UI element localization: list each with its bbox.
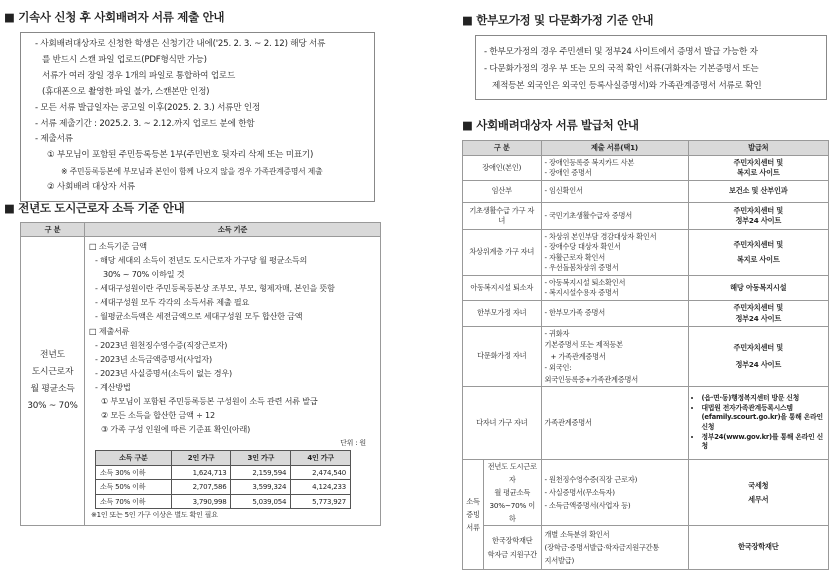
single-parent-box (475, 35, 827, 100)
issuer-line: 한국장학재단 (738, 542, 779, 552)
std-line: - 세대구성원이란 주민등록등본상 조부모, 부모, 형제자매, 본인을 뜻함 (95, 283, 335, 294)
issuer-line: 주민자치센터 및 (733, 205, 783, 215)
cell: 5,039,054 (231, 494, 291, 509)
doc-line: - 외국인: (544, 363, 572, 373)
table-row (463, 301, 829, 327)
submission-notice-box (20, 32, 375, 202)
issuer-line: 주민자치센터 및 (733, 239, 783, 249)
doc-line: - 우선돌봄차상위 증명서 (544, 263, 619, 272)
col-header-category: 구 분 (21, 223, 85, 237)
category-line: 학자금 지원구간 (487, 549, 537, 559)
std-line: 30% ~ 70% 이하일 것 (103, 269, 185, 280)
issuer-line: 주민자치센터 및 (733, 343, 783, 352)
table-row (463, 230, 829, 276)
issuer-line: 정부24 사이트 (735, 359, 782, 369)
cell: 소득 50% 이하 (96, 480, 172, 495)
doc-line: 개별 소득분위 확인서 (544, 530, 610, 539)
notice-line: - 서류 제출기간 : 2025.2. 3. ~ 2.12.까지 업로드 분에 한함 (35, 118, 255, 129)
docs-cell (541, 526, 688, 570)
issuer-cell (688, 230, 829, 276)
issuer-cell (688, 156, 829, 181)
income-standard-table (20, 222, 381, 526)
std-line: ② 모든 소득을 합산한 금액 ÷ 12 (101, 410, 215, 421)
category-line: 한국장학재단 (492, 535, 533, 545)
std-line: - 2023년 소득금액증명서(사업자) (95, 353, 212, 364)
docs-cell (541, 156, 688, 181)
label-line: 소득 (466, 497, 480, 506)
table-row (463, 203, 829, 230)
category-line: 도시근로자 (31, 367, 74, 378)
docs-cell (541, 230, 688, 276)
doc-line: - 아동복지시설 퇴소확인서 (544, 277, 626, 287)
table-row (463, 526, 829, 570)
category-line: 30%~70% 이하 (489, 501, 535, 523)
issuer-table (462, 140, 829, 570)
std-line: - 2023년 사실증명서(소득이 없는 경우) (95, 367, 232, 378)
docs-cell (541, 301, 688, 327)
cell: 3,599,324 (231, 480, 291, 495)
label-line: 서류 (466, 523, 480, 532)
std-line: - 해당 세대의 소득이 전년도 도시근로자 가구당 월 평균소득의 (95, 255, 308, 266)
doc-line: 기본증명서 또는 제적등본 (544, 340, 623, 350)
notice-line: - 사회배려대상자로 신청한 학생은 신청기간 내에('25. 2. 3. ~ 2. 12) 해당 서류 (35, 39, 326, 49)
category-cell (484, 526, 542, 570)
cell: 소득 30% 이하 (96, 465, 172, 480)
table-row (463, 276, 829, 301)
cell: 2,707,586 (171, 480, 231, 495)
notice-line: 제적등본 외국인은 외국인 등록사실증명서)와 가족관계증명서 서류로 확인 (492, 81, 762, 91)
issuer-line: • 대법원 전자가족관계등록시스템(efamily.scourt.go.kr)을 통해 온라인 신청 (702, 404, 826, 433)
std-line: □ 제출서류 (89, 325, 130, 336)
doc-line: - 국민기초생활수급자 증명서 (544, 210, 632, 220)
issuer-line: 정부24 사이트 (735, 313, 782, 323)
notice-line: ① 부모님이 포함된 주민등록등본 1부(주민번호 뒷자리 삭제 또는 미표기) (47, 150, 314, 161)
issuer-cell (688, 181, 829, 203)
doc-line: - 사실증명서(무소득자) (544, 488, 615, 497)
standard-cell (85, 237, 381, 526)
heading-issuer: ■ 사회배려대상자 서류 발급처 안내 (462, 118, 639, 132)
notice-line: - 제출서류 (35, 134, 73, 145)
issuer-line: 복지로 사이트 (736, 255, 780, 264)
heading-submission: ■ 기속사 신청 후 사회배려자 서류 제출 안내 (4, 10, 225, 24)
issuer-line: • 정부24(www.gov.kr)를 통해 온라인 신청 (702, 433, 826, 452)
cell: 2,474,540 (291, 465, 351, 480)
table-row (463, 387, 829, 460)
table-row (463, 156, 829, 181)
notice-line: 서류가 여러 장일 경우 1개의 파일로 통합하여 업로드 (42, 70, 236, 81)
category-cell (21, 237, 85, 526)
category-cell: 장애인(본인) (463, 156, 542, 181)
doc-line: 지서발급) (544, 556, 575, 565)
table-row (463, 181, 829, 203)
doc-line: - 자활근로자 확인서 (544, 252, 606, 262)
doc-line: 외국인등록증+가족관계증명서 (544, 374, 638, 384)
issuer-line: 해당 아동복지시설 (730, 282, 787, 292)
std-line: - 2023년 원천징수영수증(직장근로자) (95, 339, 228, 350)
issuer-cell (688, 276, 829, 301)
std-line: - 월평균소득액은 세전금액으로 세대구성원 모두 합산한 금액 (95, 311, 303, 322)
heading-single-parent: ■ 한부모가정 및 다문화가정 기준 안내 (462, 13, 654, 27)
inner-header: 2인 가구 (171, 451, 231, 466)
notice-line: ※ 주민등록등본에 부모님과 본인이 함께 나오지 않을 경우 가족관계증명서 제출 (61, 167, 323, 177)
category-line: 월 평균소득 (494, 488, 531, 497)
table-row (96, 480, 351, 495)
doc-line: - 장애인 증명서 (544, 168, 592, 177)
issuer-cell (688, 301, 829, 327)
income-doc-label (463, 460, 484, 570)
cell: 3,790,998 (171, 494, 231, 509)
issuer-line: 국세청 (748, 480, 769, 490)
category-line: 전년도 (40, 350, 65, 361)
issuer-cell (688, 526, 829, 570)
doc-line: + 가족관계증명서 (550, 351, 606, 361)
std-line: □ 소득기준 금액 (89, 241, 147, 251)
doc-line: - 소득금액증명서(사업자 등) (544, 501, 631, 510)
category-line: 30% ~ 70% (27, 401, 78, 412)
issuer-line: 주민자치센터 및 (733, 157, 783, 167)
doc-line: - 한부모가족 증명서 (544, 308, 606, 318)
cell: 1,624,713 (171, 465, 231, 480)
notice-line: (휴대폰으로 촬영한 파일 불가, 스캔본만 인정) (42, 86, 210, 97)
notice-line: 를 반드시 스캔 파일 업로드(PDF형식만 가능) (42, 54, 207, 65)
issuer-cell (688, 327, 829, 387)
notice-line: - 모든 서류 발급일자는 공고일 이후(2025. 2. 3.) 서류만 인정 (35, 102, 261, 113)
docs-cell (541, 203, 688, 230)
col-header-issuer: 발급처 (688, 141, 829, 156)
category-cell: 차상위계층 가구 자녀 (463, 230, 542, 276)
category-line: 전년도 도시근로자 (487, 462, 537, 484)
table-row (463, 327, 829, 387)
docs-cell (541, 181, 688, 203)
issuer-line: 세무서 (748, 494, 769, 504)
doc-line: - 장애인등록증 복지카드 사본 (544, 157, 635, 167)
docs-cell (541, 327, 688, 387)
inner-header: 소득 구분 (96, 451, 172, 466)
unit-label: 단위 : 원 (340, 439, 366, 448)
table-row (96, 494, 351, 509)
cell: 4,124,233 (291, 480, 351, 495)
inner-header: 3인 가구 (231, 451, 291, 466)
heading-income: ■ 전년도 도시근로자 소득 기준 안내 (4, 201, 185, 215)
cell: 소득 70% 이하 (96, 494, 172, 509)
cell: 5,773,927 (291, 494, 351, 509)
category-cell (484, 460, 542, 526)
col-header-category: 구 분 (463, 141, 542, 156)
doc-line: - 복지시설수용자 증명서 (544, 288, 619, 297)
doc-line: - 귀화자 (544, 328, 570, 338)
category-cell: 임산부 (463, 181, 542, 203)
category-line: 월 평균소득 (30, 384, 75, 395)
doc-line: - 원천징수영수증(직장 근로자) (544, 475, 638, 484)
issuer-line: 복지로 사이트 (736, 168, 780, 177)
inner-header: 4인 가구 (291, 451, 351, 466)
cell: 2,159,594 (231, 465, 291, 480)
notice-line: ② 사회배려 대상자 서류 (47, 182, 136, 193)
issuer-line: 주민자치센터 및 (733, 303, 783, 312)
issuer-line: • (읍·면·동)행정복지센터 방문 신청 (702, 394, 826, 404)
std-line: ① 부모님이 포함된 주민등록등본 구성원이 소득 관련 서류 발급 (101, 396, 318, 407)
doc-line: (장학금·증명서발급·학자금지원구간통 (544, 543, 660, 552)
notice-line: - 다문화가정의 경우 부 또는 모의 국적 확인 서류(귀화자는 기본증명서 또는 (484, 64, 759, 74)
issuer-line: 정부24 사이트 (735, 216, 782, 225)
category-cell: 아동복지시설 퇴소자 (463, 276, 542, 301)
issuer-line: 보건소 및 산부인과 (728, 186, 788, 196)
category-cell: 한부모가정 자녀 (463, 301, 542, 327)
col-header-standard: 소득 기준 (85, 223, 381, 237)
table-row (96, 465, 351, 480)
income-threshold-table (95, 450, 351, 509)
issuer-cell (688, 460, 829, 526)
footnote: ※1인 또는 5인 가구 이상은 별도 확인 필요 (91, 511, 218, 520)
col-header-docs: 제출 서류(택1) (541, 141, 688, 156)
std-line: - 세대구성원 모두 각각의 소득서류 제출 필요 (95, 297, 250, 308)
doc-line: - 임신확인서 (544, 186, 583, 196)
table-row (463, 460, 829, 526)
doc-line: - 차상위 본인부담 경감대상자 확인서 (544, 231, 657, 241)
issuer-cell (688, 203, 829, 230)
std-line: ③ 가족 구성 인원에 따른 기준표 확인(아래) (101, 424, 251, 435)
category-cell: 다문화가정 자녀 (463, 327, 542, 387)
docs-cell (541, 276, 688, 301)
category-cell: 기초생활수급 가구 자녀 (463, 203, 542, 230)
docs-cell (541, 387, 688, 460)
issuer-cell (688, 387, 829, 460)
doc-line: 가족관계증명서 (544, 417, 592, 427)
notice-line: - 한부모가정의 경우 주민센터 및 정부24 사이트에서 증명서 발급 가능한 자 (484, 47, 758, 57)
category-cell: 다자녀 가구 자녀 (463, 387, 542, 460)
std-line: - 계산방법 (95, 381, 131, 392)
doc-line: - 장애수당 대상자 확인서 (544, 242, 621, 251)
label-line: 증빙 (466, 510, 480, 519)
docs-cell (541, 460, 688, 526)
